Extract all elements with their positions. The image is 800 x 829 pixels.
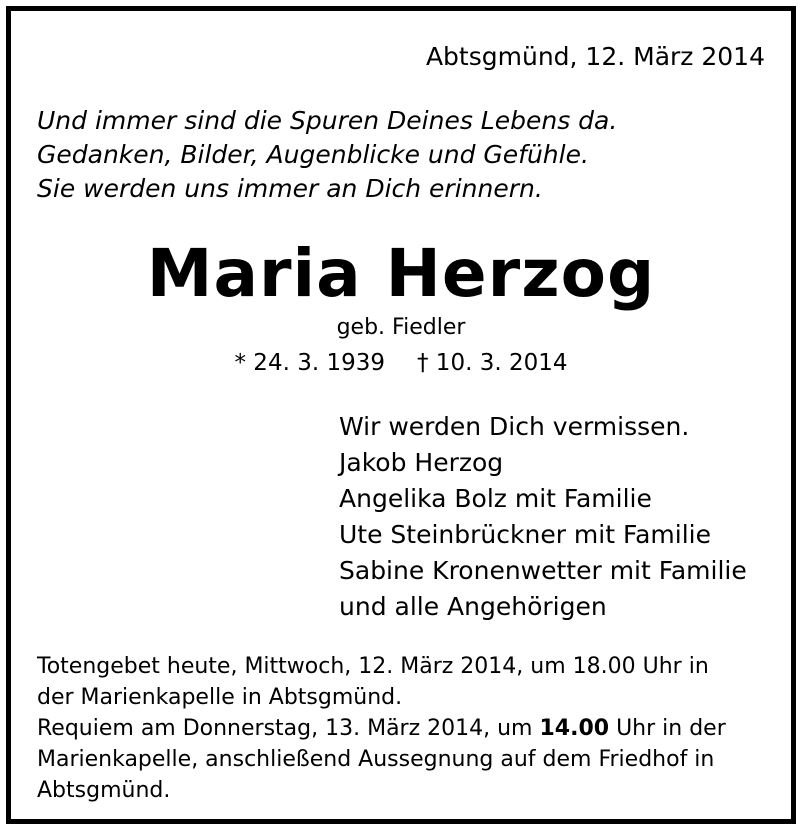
memorial-verse [37, 104, 617, 206]
requiem-time: 14.00 [539, 716, 610, 741]
place-date: Abtsgmünd, 12. März 2014 [425, 42, 765, 71]
service-line: Marienkapelle, anschließend Aussegnung auf dem Friedhof in [37, 747, 715, 772]
requiem-text: Requiem am Donnerstag, 13. März 2014, um [37, 716, 540, 741]
mourner-line: Jakob Herzog [339, 448, 504, 477]
deceased-name: Maria Herzog [146, 235, 656, 312]
obituary-notice [6, 6, 796, 824]
death-date: † 10. 3. 2014 [417, 350, 568, 376]
mourners-list [339, 409, 747, 625]
mourner-line: Ute Steinbrückner mit Familie [339, 520, 711, 549]
mourner-line: Angelika Bolz mit Familie [339, 484, 652, 513]
verse-line: Und immer sind die Spuren Deines Lebens da. [37, 106, 618, 135]
birth-date: * 24. 3. 1939 [234, 350, 385, 376]
requiem-text-end: Uhr in der [609, 716, 726, 741]
service-line: Abtsgmünd. [37, 778, 171, 803]
verse-line: Sie werden uns immer an Dich erinnern. [37, 174, 543, 203]
maiden-name: geb. Fiedler [336, 315, 466, 340]
verse-line: Gedanken, Bilder, Augenblicke und Gefühle. [37, 140, 589, 169]
life-dates [11, 347, 791, 379]
mourner-line: und alle Angehörigen [339, 592, 607, 621]
mourner-line: Wir werden Dich vermissen. [339, 412, 690, 441]
service-info [37, 651, 726, 806]
mourner-line: Sabine Kronenwetter mit Familie [339, 556, 747, 585]
service-line [37, 713, 726, 744]
service-line: der Marienkapelle in Abtsgmünd. [37, 685, 403, 710]
service-line: Totengebet heute, Mittwoch, 12. März 2014, um 18.00 Uhr in [37, 654, 709, 679]
